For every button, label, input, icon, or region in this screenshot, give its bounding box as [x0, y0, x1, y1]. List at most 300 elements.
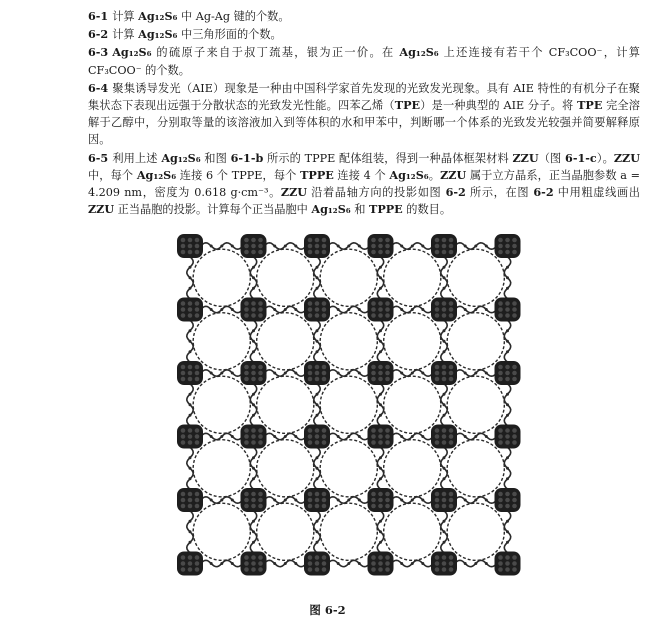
ligand-bead	[316, 541, 319, 544]
ligand-bead	[506, 456, 509, 459]
ligand-bead	[411, 499, 414, 502]
cluster-atom	[371, 555, 376, 560]
ligand-bead	[379, 340, 382, 343]
cluster-atom	[181, 428, 186, 433]
ligand-bead	[506, 530, 509, 533]
ligand-loop	[384, 313, 441, 370]
ligand-bead	[379, 520, 382, 523]
question-text-run: 连接 6 个 TPPE，每个	[176, 168, 301, 182]
cluster-atom	[371, 301, 376, 306]
ligand-bead	[231, 372, 234, 375]
cluster-atom	[181, 561, 186, 566]
cluster-atom	[308, 492, 313, 497]
cluster-atom	[512, 492, 517, 497]
ligand-bead	[316, 287, 319, 290]
cluster-atom	[244, 504, 249, 509]
cluster-atom	[371, 567, 376, 572]
cluster-atom	[195, 567, 200, 572]
cluster-atom	[498, 428, 503, 433]
cluster-atom	[385, 504, 390, 509]
question-text-run: 的硫原子来自于叔丁巯基，银为正一价。在	[151, 46, 400, 60]
cluster-atom	[244, 567, 249, 572]
cluster-atom	[322, 567, 327, 572]
ligand-bead	[210, 372, 213, 375]
cluster-atom	[371, 440, 376, 445]
cluster-atom	[442, 428, 447, 433]
ligand-bead	[506, 350, 509, 353]
ligand-bead	[411, 562, 414, 565]
question-number: 6-5	[88, 150, 109, 165]
cluster-atom	[449, 498, 454, 503]
cluster-atom	[449, 561, 454, 566]
cluster-atom	[188, 504, 193, 509]
cluster-atom	[251, 250, 256, 255]
ligand-loop	[257, 313, 314, 370]
cluster-atom	[322, 498, 327, 503]
question-text-run: 计算	[112, 28, 139, 42]
cluster-atom	[385, 434, 390, 439]
cluster-atom	[385, 492, 390, 497]
cluster-atom	[195, 313, 200, 318]
cluster-atom	[378, 244, 383, 249]
cluster-atom	[258, 244, 263, 249]
ligand-bead	[273, 435, 276, 438]
question-text-run: TPE	[394, 98, 421, 113]
question-text-run: 上还连接有若干个 CF₃COO⁻，计算 CF₃COO⁻ 的个数。	[88, 46, 640, 77]
question-list	[88, 8, 640, 219]
cluster-atom	[258, 440, 263, 445]
question-text-run: ZZU	[280, 185, 308, 200]
ligand-bead	[464, 372, 467, 375]
cluster-atom	[258, 377, 263, 382]
ligand-bead	[400, 372, 403, 375]
ligand-bead	[284, 245, 287, 248]
cluster-atom	[315, 244, 320, 249]
cluster-atom	[308, 313, 313, 318]
cluster-atom	[188, 250, 193, 255]
cluster-atom	[188, 377, 193, 382]
ligand-bead	[252, 467, 255, 470]
cluster-atom	[435, 434, 440, 439]
ligand-bead	[464, 562, 467, 565]
cluster-atom	[188, 498, 193, 503]
cluster-atom	[442, 371, 447, 376]
ligand-loop	[384, 249, 441, 306]
cluster-atom	[251, 504, 256, 509]
ligand-loop	[193, 503, 250, 560]
cluster-atom	[308, 371, 313, 376]
ligand-bead	[358, 435, 361, 438]
cluster-atom	[258, 567, 263, 572]
cluster-atom	[251, 567, 256, 572]
cluster-atom	[498, 434, 503, 439]
cluster-atom	[449, 504, 454, 509]
question-text-run: TPPE	[369, 202, 403, 217]
question-text-run: Ag₁₂S₆	[112, 45, 152, 60]
cluster-atom	[181, 504, 186, 509]
cluster-atom	[505, 377, 510, 382]
cluster-atom	[308, 498, 313, 503]
ligand-bead	[316, 456, 319, 459]
cluster-atom	[378, 561, 383, 566]
ligand-bead	[443, 276, 446, 279]
cluster-atom	[498, 250, 503, 255]
cluster-atom	[371, 250, 376, 255]
ligand-bead	[316, 403, 319, 406]
cluster-atom	[385, 250, 390, 255]
ligand-loop	[320, 440, 377, 497]
ligand-loop	[384, 440, 441, 497]
cluster-atom	[258, 313, 263, 318]
ligand-bead	[210, 245, 213, 248]
cluster-atom	[322, 371, 327, 376]
ligand-bead	[358, 499, 361, 502]
ligand-bead	[379, 530, 382, 533]
cluster-atom	[435, 428, 440, 433]
ligand-bead	[474, 499, 477, 502]
ligand-bead	[220, 245, 223, 248]
cluster-atom	[505, 313, 510, 318]
cluster-atom	[442, 561, 447, 566]
cluster-atom	[322, 504, 327, 509]
cluster-atom	[322, 492, 327, 497]
cluster-atom	[258, 301, 263, 306]
ligand-bead	[189, 467, 192, 470]
cluster-atom	[442, 567, 447, 572]
ligand-bead	[210, 308, 213, 311]
ligand-bead	[316, 520, 319, 523]
cluster-atom	[385, 307, 390, 312]
cluster-atom	[371, 307, 376, 312]
cluster-atom	[512, 365, 517, 370]
cluster-atom	[435, 313, 440, 318]
cluster-atom	[442, 307, 447, 312]
cluster-atom	[442, 301, 447, 306]
cluster-atom	[378, 555, 383, 560]
cluster-atom	[512, 440, 517, 445]
ligand-bead	[337, 435, 340, 438]
cluster-atom	[315, 377, 320, 382]
ligand-bead	[252, 393, 255, 396]
question-text-run: 6-1-c	[565, 150, 597, 165]
ligand-bead	[252, 329, 255, 332]
cluster-atom	[195, 561, 200, 566]
ligand-bead	[284, 308, 287, 311]
cluster-atom	[449, 244, 454, 249]
question-text-run: 6-2	[445, 185, 466, 200]
ligand-bead	[337, 245, 340, 248]
ligand-bead	[273, 245, 276, 248]
cluster-atom	[195, 371, 200, 376]
cluster-atom	[385, 561, 390, 566]
ligand-bead	[252, 276, 255, 279]
cluster-atom	[442, 238, 447, 243]
question-text-run: 完全溶解于乙醇中，分别取等量的该溶液加入到等体积的水和甲苯中，判断哪一个体系的光致发光较强并简要解释原因。	[88, 99, 640, 147]
ligand-bead	[506, 393, 509, 396]
cluster-atom	[188, 440, 193, 445]
cluster-atom	[322, 238, 327, 243]
ligand-bead	[506, 467, 509, 470]
cluster-atom	[435, 377, 440, 382]
cluster-atom	[195, 440, 200, 445]
cluster-atom	[188, 555, 193, 560]
cluster-atom	[378, 567, 383, 572]
cluster-atom	[322, 250, 327, 255]
question-6-5	[88, 150, 640, 219]
cluster-atom	[385, 377, 390, 382]
cluster-atom	[258, 428, 263, 433]
cluster-atom	[449, 307, 454, 312]
cluster-atom	[315, 371, 320, 376]
ligand-bead	[379, 393, 382, 396]
cluster-atom	[195, 365, 200, 370]
question-text-run: 中 Ag-Ag 键的个数。	[177, 10, 290, 23]
cluster-atom	[378, 504, 383, 509]
ligand-bead	[379, 477, 382, 480]
ligand-bead	[464, 499, 467, 502]
cluster-atom	[505, 561, 510, 566]
cluster-atom	[244, 555, 249, 560]
cluster-atom	[505, 238, 510, 243]
ligand-bead	[284, 562, 287, 565]
cluster-atom	[442, 250, 447, 255]
cluster-atom	[308, 440, 313, 445]
cluster-atom	[251, 301, 256, 306]
ligand-bead	[252, 340, 255, 343]
cluster-atom	[181, 238, 186, 243]
cluster-atom	[505, 244, 510, 249]
cluster-atom	[435, 371, 440, 376]
cluster-atom	[195, 244, 200, 249]
cluster-atom	[498, 561, 503, 566]
cluster-atom	[188, 434, 193, 439]
cluster-atom	[498, 313, 503, 318]
ligand-bead	[252, 414, 255, 417]
question-text-run: Ag₁₂S₆	[138, 9, 178, 23]
ligand-bead	[464, 308, 467, 311]
question-text-run: 6-1-b	[230, 150, 264, 165]
cluster-atom	[378, 440, 383, 445]
question-text-run: 正当晶胞的投影。计算每个正当晶胞中	[114, 203, 312, 217]
ligand-loop	[447, 503, 504, 560]
cluster-atom	[308, 365, 313, 370]
cluster-atom	[498, 567, 503, 572]
question-text-run: 属于立方晶系，正当晶胞参数 a = 4.209 nm，密度为 0.618 g·cm⁻³。	[88, 168, 641, 200]
cluster-atom	[449, 301, 454, 306]
cluster-atom	[505, 555, 510, 560]
cluster-atom	[181, 301, 186, 306]
cluster-atom	[244, 377, 249, 382]
cluster-atom	[371, 492, 376, 497]
question-text-run: ）。	[596, 151, 614, 165]
ligand-bead	[443, 287, 446, 290]
cluster-atom	[244, 492, 249, 497]
cluster-atom	[449, 434, 454, 439]
ligand-bead	[358, 308, 361, 311]
cluster-atom	[258, 307, 263, 312]
cluster-atom	[322, 365, 327, 370]
cluster-atom	[449, 313, 454, 318]
question-text-run: ZZU	[88, 202, 115, 217]
ligand-loop	[447, 313, 504, 370]
ligand-bead	[273, 308, 276, 311]
cluster-atom	[195, 307, 200, 312]
cluster-atom	[378, 492, 383, 497]
question-text-run: 计算	[112, 10, 139, 23]
cluster-atom	[449, 555, 454, 560]
cluster-atom	[315, 567, 320, 572]
question-number: 6-1	[88, 9, 109, 23]
ligand-bead	[189, 414, 192, 417]
ligand-bead	[485, 245, 488, 248]
ligand-bead	[506, 414, 509, 417]
cluster-atom	[195, 250, 200, 255]
cluster-atom	[435, 365, 440, 370]
cluster-atom	[322, 555, 327, 560]
cluster-atom	[195, 555, 200, 560]
question-text-run: 中，每个	[88, 168, 137, 182]
question-text-run: （图	[538, 151, 566, 165]
cluster-atom	[322, 434, 327, 439]
cluster-atom	[315, 313, 320, 318]
ligand-bead	[231, 435, 234, 438]
ligand-bead	[220, 562, 223, 565]
cluster-atom	[251, 365, 256, 370]
cluster-atom	[251, 555, 256, 560]
cluster-atom	[498, 498, 503, 503]
ligand-bead	[379, 467, 382, 470]
ligand-loop	[384, 503, 441, 560]
ligand-bead	[474, 372, 477, 375]
ligand-bead	[294, 308, 297, 311]
ligand-bead	[316, 530, 319, 533]
cluster-atom	[505, 498, 510, 503]
ligand-bead	[400, 435, 403, 438]
cluster-atom	[512, 555, 517, 560]
cluster-atom	[505, 440, 510, 445]
cluster-atom	[505, 371, 510, 376]
cluster-atom	[188, 371, 193, 376]
cluster-atom	[315, 492, 320, 497]
ligand-bead	[210, 562, 213, 565]
cluster-atom	[315, 440, 320, 445]
cluster-atom	[378, 365, 383, 370]
question-text-run: Ag₁₂S₆	[136, 167, 177, 182]
ligand-bead	[316, 467, 319, 470]
ligand-bead	[252, 266, 255, 269]
ligand-bead	[231, 499, 234, 502]
cluster-atom	[244, 238, 249, 243]
ligand-bead	[189, 477, 192, 480]
cluster-atom	[322, 377, 327, 382]
cluster-atom	[181, 365, 186, 370]
cluster-atom	[378, 301, 383, 306]
question-text-run: 中三角形面的个数。	[177, 28, 282, 42]
cluster-atom	[251, 434, 256, 439]
cluster-atom	[371, 498, 376, 503]
cluster-atom	[322, 244, 327, 249]
cluster-atom	[378, 250, 383, 255]
ligand-bead	[252, 477, 255, 480]
ligand-bead	[220, 372, 223, 375]
question-text-run: Ag₁₂S₆	[389, 167, 429, 182]
cluster-atom	[308, 301, 313, 306]
cluster-atom	[244, 371, 249, 376]
ligand-bead	[443, 340, 446, 343]
cluster-atom	[512, 428, 517, 433]
ligand-bead	[421, 562, 424, 565]
ligand-bead	[506, 403, 509, 406]
cluster-atom	[315, 434, 320, 439]
ligand-loop	[320, 503, 377, 560]
ligand-bead	[220, 435, 223, 438]
ligand-bead	[379, 329, 382, 332]
ligand-bead	[379, 541, 382, 544]
cluster-atom	[181, 244, 186, 249]
ligand-bead	[485, 372, 488, 375]
ligand-bead	[411, 308, 414, 311]
ligand-bead	[379, 350, 382, 353]
cluster-atom	[195, 492, 200, 497]
ligand-bead	[506, 520, 509, 523]
cluster-atom	[449, 492, 454, 497]
cluster-atom	[371, 238, 376, 243]
cluster-atom	[188, 561, 193, 566]
cluster-atom	[498, 307, 503, 312]
ligand-bead	[443, 467, 446, 470]
cluster-atom	[188, 492, 193, 497]
ligand-bead	[316, 329, 319, 332]
cluster-atom	[442, 377, 447, 382]
cluster-atom	[315, 504, 320, 509]
ligand-bead	[252, 530, 255, 533]
question-text-run: 6-2	[533, 185, 554, 200]
ligand-bead	[443, 477, 446, 480]
cluster-atom	[322, 307, 327, 312]
ligand-bead	[411, 372, 414, 375]
cluster-atom	[512, 244, 517, 249]
cluster-atom	[435, 555, 440, 560]
cluster-atom	[251, 244, 256, 249]
ligand-bead	[485, 562, 488, 565]
cluster-atom	[371, 434, 376, 439]
ligand-loop	[257, 440, 314, 497]
cluster-atom	[512, 498, 517, 503]
question-text-run: 所示，在图	[465, 186, 534, 200]
ligand-bead	[189, 329, 192, 332]
cluster-atom	[371, 244, 376, 249]
ligand-bead	[421, 372, 424, 375]
cluster-atom	[378, 238, 383, 243]
cluster-atom	[505, 301, 510, 306]
ligand-bead	[379, 414, 382, 417]
ligand-loop	[320, 376, 377, 433]
ligand-bead	[284, 372, 287, 375]
ligand-bead	[316, 393, 319, 396]
ligand-loop	[257, 376, 314, 433]
ligand-bead	[421, 308, 424, 311]
cluster-atom	[188, 567, 193, 572]
ligand-bead	[358, 372, 361, 375]
ligand-bead	[474, 308, 477, 311]
question-text-run: ZZU	[440, 167, 467, 182]
cluster-atom	[251, 428, 256, 433]
cluster-atom	[322, 428, 327, 433]
ligand-bead	[220, 308, 223, 311]
cluster-atom	[385, 371, 390, 376]
ligand-bead	[189, 403, 192, 406]
ligand-bead	[474, 435, 477, 438]
